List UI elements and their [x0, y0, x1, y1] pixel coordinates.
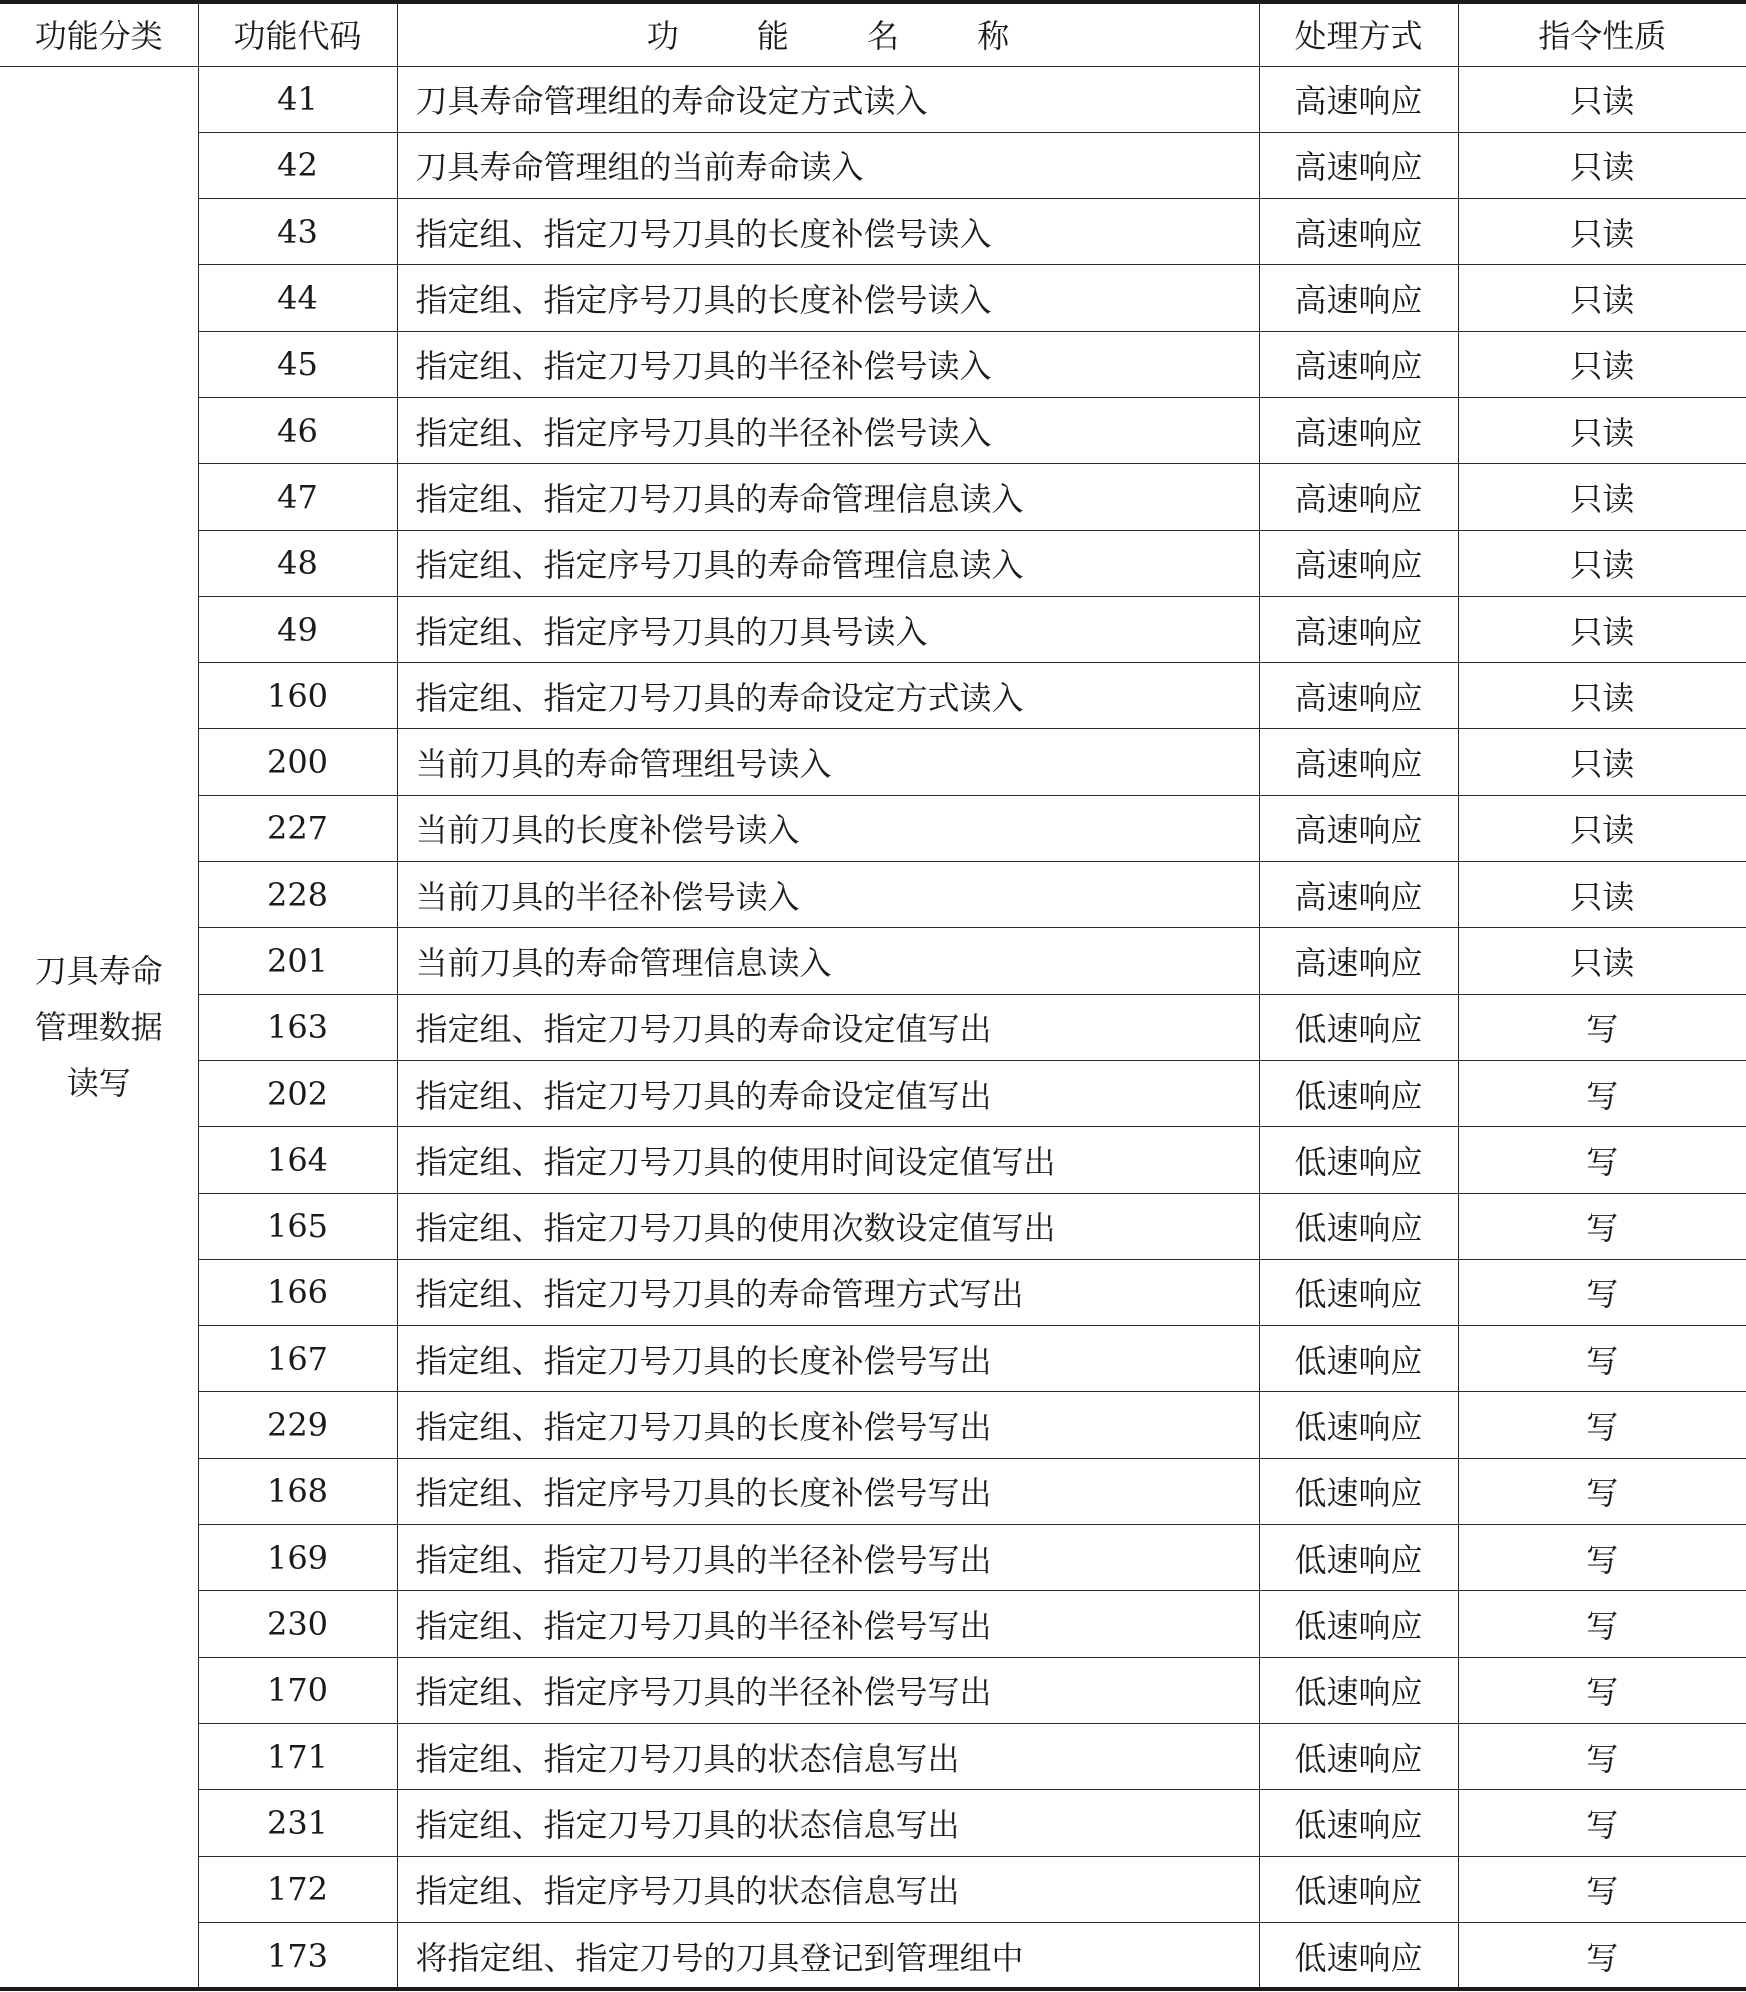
- name-cell: 刀具寿命管理组的当前寿命读入: [397, 132, 1259, 198]
- processing-cell: 高速响应: [1259, 729, 1458, 795]
- processing-cell: 高速响应: [1259, 464, 1458, 530]
- table-row: [0, 1856, 1746, 1922]
- nature-cell: 写: [1458, 1790, 1746, 1856]
- code-cell: 229: [198, 1392, 397, 1458]
- table-row: [0, 729, 1746, 795]
- nature-cell: 只读: [1458, 132, 1746, 198]
- header-nature: 指令性质: [1458, 3, 1746, 66]
- nature-cell: 写: [1458, 1591, 1746, 1657]
- code-cell: 169: [198, 1525, 397, 1591]
- nature-cell: 写: [1458, 1458, 1746, 1524]
- nature-cell: 写: [1458, 1326, 1746, 1392]
- category-cell: [0, 66, 198, 1989]
- processing-cell: 低速响应: [1259, 1060, 1458, 1126]
- header-name: 功 能 名 称: [397, 3, 1259, 66]
- name-cell: 当前刀具的半径补偿号读入: [397, 862, 1259, 928]
- table-row: [0, 1326, 1746, 1392]
- name-cell: 指定组、指定序号刀具的长度补偿号写出: [397, 1458, 1259, 1524]
- processing-cell: 高速响应: [1259, 66, 1458, 132]
- category-line: 读写: [66, 1064, 131, 1103]
- table-row: [0, 596, 1746, 662]
- code-cell: 172: [198, 1856, 397, 1922]
- processing-cell: 低速响应: [1259, 1193, 1458, 1259]
- nature-cell: 只读: [1458, 928, 1746, 994]
- code-cell: 46: [198, 397, 397, 463]
- processing-cell: 低速响应: [1259, 1856, 1458, 1922]
- processing-cell: 低速响应: [1259, 1392, 1458, 1458]
- code-cell: 173: [198, 1922, 397, 1988]
- nature-cell: 只读: [1458, 530, 1746, 596]
- table-row: [0, 994, 1746, 1060]
- table-row: [0, 464, 1746, 530]
- nature-cell: 写: [1458, 1193, 1746, 1259]
- processing-cell: 低速响应: [1259, 1326, 1458, 1392]
- code-cell: 163: [198, 994, 397, 1060]
- processing-cell: 高速响应: [1259, 663, 1458, 729]
- nature-cell: 只读: [1458, 596, 1746, 662]
- code-cell: 43: [198, 199, 397, 265]
- processing-cell: 低速响应: [1259, 1723, 1458, 1789]
- processing-cell: 高速响应: [1259, 199, 1458, 265]
- processing-cell: 高速响应: [1259, 331, 1458, 397]
- table-row: [0, 1193, 1746, 1259]
- nature-cell: 只读: [1458, 663, 1746, 729]
- processing-cell: 低速响应: [1259, 1790, 1458, 1856]
- code-cell: 227: [198, 795, 397, 861]
- table-row: [0, 1591, 1746, 1657]
- table-row: [0, 1060, 1746, 1126]
- nature-cell: 只读: [1458, 397, 1746, 463]
- code-cell: 165: [198, 1193, 397, 1259]
- table-body: [0, 66, 1746, 1989]
- processing-cell: 低速响应: [1259, 1259, 1458, 1325]
- processing-cell: 高速响应: [1259, 596, 1458, 662]
- table-row: [0, 199, 1746, 265]
- processing-cell: 高速响应: [1259, 530, 1458, 596]
- nature-cell: 写: [1458, 1392, 1746, 1458]
- table-row: [0, 663, 1746, 729]
- nature-cell: 写: [1458, 1060, 1746, 1126]
- code-cell: 231: [198, 1790, 397, 1856]
- processing-cell: 低速响应: [1259, 1458, 1458, 1524]
- table-row: [0, 1525, 1746, 1591]
- table-row: [0, 530, 1746, 596]
- name-cell: 指定组、指定序号刀具的寿命管理信息读入: [397, 530, 1259, 596]
- code-cell: 228: [198, 862, 397, 928]
- processing-cell: 低速响应: [1259, 994, 1458, 1060]
- nature-cell: 写: [1458, 1127, 1746, 1193]
- code-cell: 48: [198, 530, 397, 596]
- name-cell: 指定组、指定序号刀具的长度补偿号读入: [397, 265, 1259, 331]
- table-row: [0, 1127, 1746, 1193]
- table-row: [0, 1723, 1746, 1789]
- name-cell: 指定组、指定刀号刀具的使用时间设定值写出: [397, 1127, 1259, 1193]
- table-row: [0, 66, 1746, 132]
- name-cell: 指定组、指定刀号刀具的寿命设定方式读入: [397, 663, 1259, 729]
- table-row: [0, 132, 1746, 198]
- processing-cell: 高速响应: [1259, 862, 1458, 928]
- table-row: [0, 331, 1746, 397]
- nature-cell: 只读: [1458, 265, 1746, 331]
- category-line: 管理数据: [34, 1008, 163, 1047]
- nature-cell: 写: [1458, 1856, 1746, 1922]
- code-cell: 168: [198, 1458, 397, 1524]
- table-row: [0, 1657, 1746, 1723]
- processing-cell: 低速响应: [1259, 1922, 1458, 1988]
- code-cell: 49: [198, 596, 397, 662]
- name-cell: 当前刀具的寿命管理信息读入: [397, 928, 1259, 994]
- table-row: [0, 1922, 1746, 1988]
- nature-cell: 只读: [1458, 862, 1746, 928]
- table-row: [0, 1790, 1746, 1856]
- name-cell: 指定组、指定序号刀具的状态信息写出: [397, 1856, 1259, 1922]
- name-cell: 指定组、指定刀号刀具的寿命设定值写出: [397, 1060, 1259, 1126]
- processing-cell: 高速响应: [1259, 397, 1458, 463]
- nature-cell: 写: [1458, 1525, 1746, 1591]
- code-cell: 171: [198, 1723, 397, 1789]
- nature-cell: 只读: [1458, 729, 1746, 795]
- code-cell: 47: [198, 464, 397, 530]
- nature-cell: 写: [1458, 1259, 1746, 1325]
- processing-cell: 低速响应: [1259, 1127, 1458, 1193]
- name-cell: 指定组、指定序号刀具的半径补偿号写出: [397, 1657, 1259, 1723]
- nature-cell: 写: [1458, 1723, 1746, 1789]
- processing-cell: 高速响应: [1259, 265, 1458, 331]
- name-cell: 指定组、指定刀号刀具的长度补偿号写出: [397, 1392, 1259, 1458]
- name-cell: 指定组、指定刀号刀具的状态信息写出: [397, 1723, 1259, 1789]
- header-row: [0, 3, 1746, 66]
- nature-cell: 只读: [1458, 464, 1746, 530]
- function-table: [0, 3, 1746, 1989]
- code-cell: 41: [198, 66, 397, 132]
- name-cell: 指定组、指定刀号刀具的长度补偿号读入: [397, 199, 1259, 265]
- name-cell: 刀具寿命管理组的寿命设定方式读入: [397, 66, 1259, 132]
- table-row: [0, 862, 1746, 928]
- table-row: [0, 1392, 1746, 1458]
- table-row: [0, 928, 1746, 994]
- nature-cell: 只读: [1458, 795, 1746, 861]
- code-cell: 166: [198, 1259, 397, 1325]
- code-cell: 42: [198, 132, 397, 198]
- header-category: 功能分类: [0, 3, 198, 66]
- name-cell: 指定组、指定刀号刀具的半径补偿号写出: [397, 1591, 1259, 1657]
- name-cell: 指定组、指定刀号刀具的长度补偿号写出: [397, 1326, 1259, 1392]
- processing-cell: 低速响应: [1259, 1657, 1458, 1723]
- header-processing: 处理方式: [1259, 3, 1458, 66]
- code-cell: 170: [198, 1657, 397, 1723]
- table-row: [0, 265, 1746, 331]
- nature-cell: 写: [1458, 1657, 1746, 1723]
- nature-cell: 只读: [1458, 199, 1746, 265]
- name-cell: 将指定组、指定刀号的刀具登记到管理组中: [397, 1922, 1259, 1988]
- name-cell: 当前刀具的长度补偿号读入: [397, 795, 1259, 861]
- bottom-rule: [0, 1987, 1746, 1991]
- name-cell: 当前刀具的寿命管理组号读入: [397, 729, 1259, 795]
- processing-cell: 高速响应: [1259, 928, 1458, 994]
- name-cell: 指定组、指定序号刀具的刀具号读入: [397, 596, 1259, 662]
- processing-cell: 低速响应: [1259, 1525, 1458, 1591]
- nature-cell: 写: [1458, 994, 1746, 1060]
- name-cell: 指定组、指定刀号刀具的半径补偿号读入: [397, 331, 1259, 397]
- code-cell: 202: [198, 1060, 397, 1126]
- name-cell: 指定组、指定刀号刀具的使用次数设定值写出: [397, 1193, 1259, 1259]
- nature-cell: 只读: [1458, 66, 1746, 132]
- code-cell: 167: [198, 1326, 397, 1392]
- nature-cell: 只读: [1458, 331, 1746, 397]
- name-cell: 指定组、指定序号刀具的半径补偿号读入: [397, 397, 1259, 463]
- processing-cell: 高速响应: [1259, 795, 1458, 861]
- name-cell: 指定组、指定刀号刀具的半径补偿号写出: [397, 1525, 1259, 1591]
- code-cell: 160: [198, 663, 397, 729]
- name-cell: 指定组、指定刀号刀具的寿命管理信息读入: [397, 464, 1259, 530]
- table-row: [0, 795, 1746, 861]
- name-cell: 指定组、指定刀号刀具的状态信息写出: [397, 1790, 1259, 1856]
- code-cell: 201: [198, 928, 397, 994]
- processing-cell: 低速响应: [1259, 1591, 1458, 1657]
- header-code: 功能代码: [198, 3, 397, 66]
- name-cell: 指定组、指定刀号刀具的寿命管理方式写出: [397, 1259, 1259, 1325]
- code-cell: 230: [198, 1591, 397, 1657]
- table-row: [0, 1458, 1746, 1524]
- code-cell: 200: [198, 729, 397, 795]
- code-cell: 44: [198, 265, 397, 331]
- name-cell: 指定组、指定刀号刀具的寿命设定值写出: [397, 994, 1259, 1060]
- processing-cell: 高速响应: [1259, 132, 1458, 198]
- category-line: 刀具寿命: [34, 952, 163, 991]
- table-row: [0, 1259, 1746, 1325]
- code-cell: 45: [198, 331, 397, 397]
- table-row: [0, 397, 1746, 463]
- nature-cell: 写: [1458, 1922, 1746, 1988]
- code-cell: 164: [198, 1127, 397, 1193]
